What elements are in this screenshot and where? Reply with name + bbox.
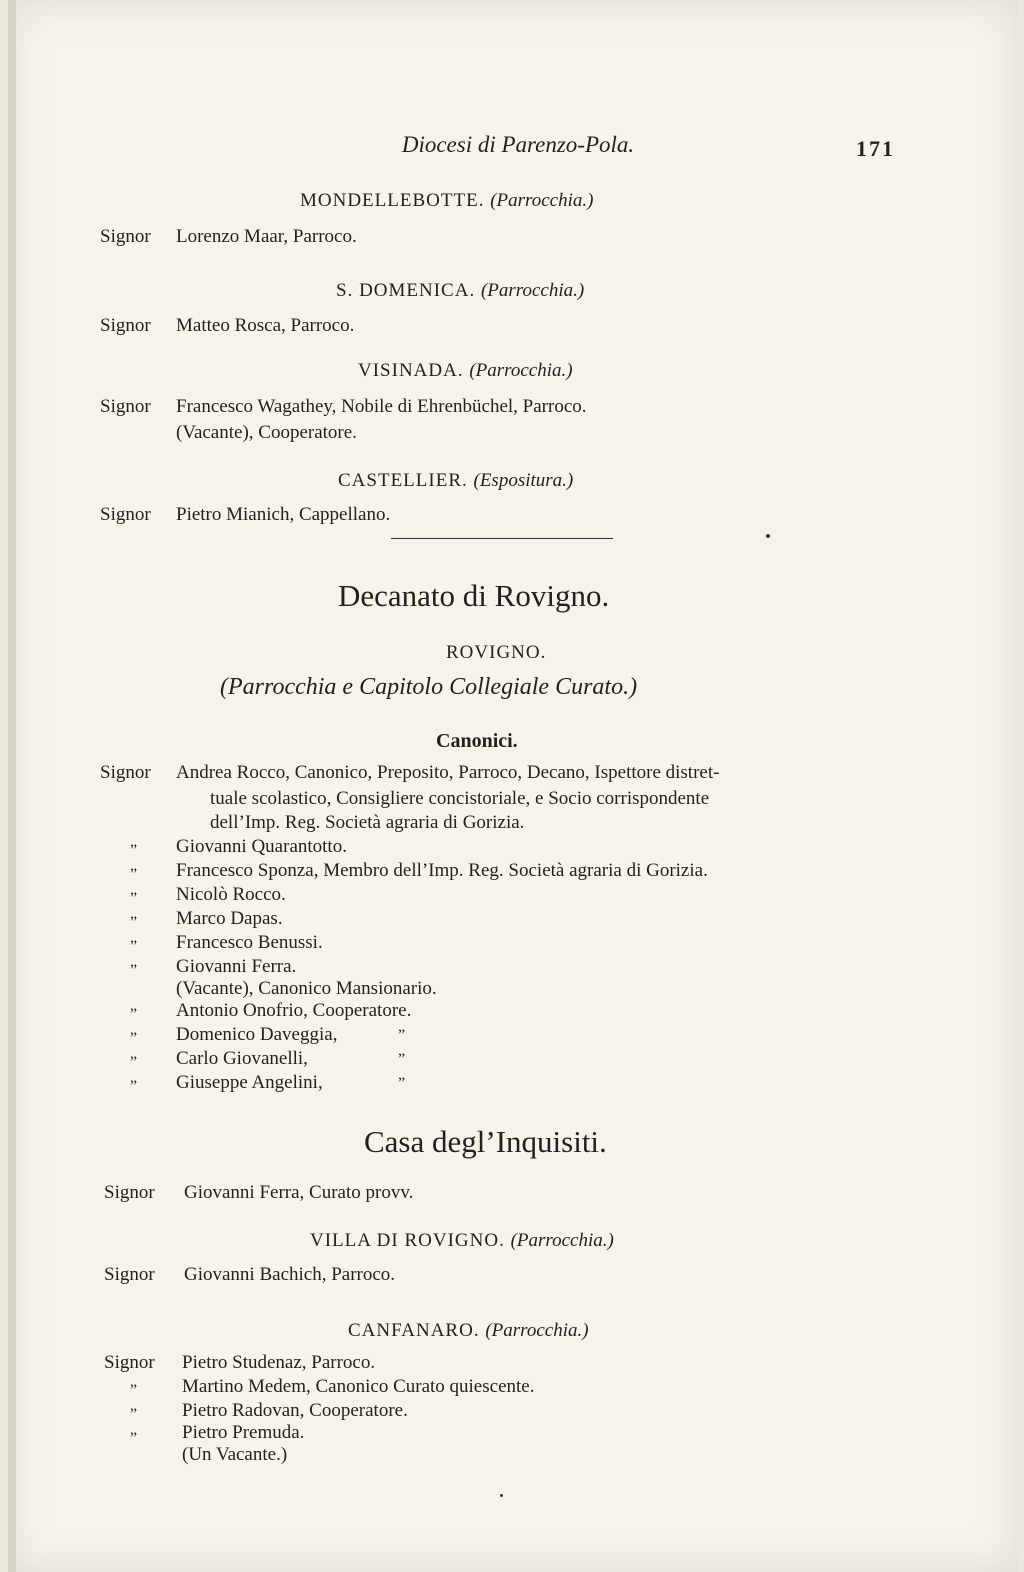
place-kind: (Parrocchia.) [510, 1230, 614, 1251]
ditto-mark: ” [130, 1430, 138, 1447]
page-number: 171 [856, 136, 895, 161]
ditto-mark: ” [398, 1075, 406, 1092]
signor-label: Signor [100, 315, 151, 336]
page-edge [8, 0, 16, 1572]
ditto-mark: ” [130, 1078, 138, 1095]
list-item: Martino Medem, Canonico Curato quiescente. [182, 1376, 535, 1397]
place-name: S. DOMENICA. [336, 280, 476, 301]
place-kind: (Parrocchia.) [469, 360, 573, 381]
entry-text: Pietro Studenaz, Parroco. [182, 1352, 376, 1373]
entry-line: tuale scolastico, Consigliere concistoriale, e Socio corrispondente [210, 788, 710, 809]
divider [391, 538, 613, 539]
book-page [8, 0, 1018, 1572]
entry-text: Francesco Wagathey, Nobile di Ehrenbüchel, Parroco. [176, 396, 587, 417]
ink-speck [766, 534, 770, 538]
list-item-text: Giuseppe Angelini, [176, 1072, 323, 1093]
entry-line [100, 762, 719, 784]
list-item: Giovanni Ferra. [176, 956, 297, 977]
ditto-mark: ” [130, 890, 138, 907]
signor-label: Signor [100, 504, 151, 525]
place-name: MONDELLEBOTTE. [300, 190, 485, 211]
list-item: Francesco Benussi. [176, 932, 323, 953]
section-heading-domenica [336, 280, 584, 302]
list-item: (Vacante), Canonico Mansionario. [176, 978, 437, 999]
ditto-mark: ” [130, 962, 138, 979]
list-item: Nicolò Rocco. [176, 884, 286, 905]
place-kind: (Parrocchia.) [480, 280, 585, 301]
entry-line [100, 226, 357, 248]
entry-line [104, 1182, 413, 1204]
entry-line [104, 1264, 395, 1286]
ditto-mark: ” [130, 914, 138, 931]
entry-line [100, 504, 390, 526]
list-item: Giovanni Quarantotto. [176, 836, 347, 857]
list-item [176, 1048, 448, 1070]
list-item [176, 1072, 448, 1094]
ditto-mark: ” [398, 1051, 406, 1068]
signor-label: Signor [100, 396, 151, 417]
section-heading-castellier [338, 470, 573, 492]
list-item: Francesco Sponza, Membro dell’Imp. Reg. Società agraria di Gorizia. [176, 860, 708, 881]
entry-line [100, 396, 587, 418]
ditto-mark: ” [130, 1030, 138, 1047]
entry-text: Giovanni Ferra, Curato provv. [184, 1182, 414, 1203]
list-item [176, 1024, 448, 1046]
ditto-mark: ” [130, 938, 138, 955]
place-name: CASTELLIER. [338, 470, 468, 491]
signor-label: Signor [104, 1352, 155, 1373]
entry-line [100, 315, 354, 337]
signor-label: Signor [104, 1264, 155, 1285]
list-item: (Un Vacante.) [182, 1444, 288, 1465]
decanato-heading: Decanato di Rovigno. [338, 578, 610, 613]
list-item-text: Carlo Giovanelli, [176, 1048, 308, 1069]
ditto-mark: ” [130, 1006, 138, 1023]
ink-speck [500, 1494, 503, 1497]
signor-label: Signor [100, 762, 151, 783]
entry-text: Giovanni Bachich, Parroco. [184, 1264, 396, 1285]
place-name: CANFANARO. [348, 1320, 480, 1341]
casa-heading: Casa degl’Inquisiti. [364, 1124, 607, 1159]
section-heading-mondellebotte [300, 190, 593, 212]
ditto-mark: ” [398, 1027, 406, 1044]
entry-text: Andrea Rocco, Canonico, Preposito, Parroco, Decano, Ispettore distret- [176, 762, 720, 783]
list-item-text: Domenico Daveggia, [176, 1024, 338, 1045]
entry-text: Pietro Mianich, Cappellano. [176, 504, 391, 525]
place-name: VILLA DI ROVIGNO. [310, 1230, 505, 1251]
place-name: VISINADA. [358, 360, 464, 381]
place-kind: (Parrocchia.) [485, 1320, 589, 1341]
section-heading-villa [310, 1230, 614, 1252]
entry-text: Lorenzo Maar, Parroco. [176, 226, 357, 247]
ditto-mark: ” [130, 866, 138, 883]
ditto-mark: ” [130, 842, 138, 859]
entry-line: (Vacante), Cooperatore. [176, 422, 357, 443]
ditto-mark: ” [130, 1054, 138, 1071]
signor-label: Signor [104, 1182, 155, 1203]
section-heading-visinada [358, 360, 573, 382]
list-item: Pietro Radovan, Cooperatore. [182, 1400, 408, 1421]
running-header: Diocesi di Parenzo-Pola. [401, 132, 635, 157]
signor-label: Signor [100, 226, 151, 247]
place-kind: (Parrocchia.) [490, 190, 594, 211]
list-item: Antonio Onofrio, Cooperatore. [176, 1000, 412, 1021]
entry-text: Matteo Rosca, Parroco. [176, 315, 355, 336]
entry-line [104, 1352, 375, 1374]
place-kind: (Espositura.) [473, 470, 574, 491]
section-heading-canfanaro [348, 1320, 589, 1342]
list-item: Marco Dapas. [176, 908, 283, 929]
list-item: Pietro Premuda. [182, 1422, 305, 1443]
rovigno-subtitle: (Parrocchia e Capitolo Collegiale Curato.) [220, 674, 638, 700]
canonici-heading: Canonici. [436, 730, 518, 752]
ditto-mark: ” [130, 1382, 138, 1399]
ditto-mark: ” [130, 1406, 138, 1423]
section-heading-rovigno: ROVIGNO. [446, 642, 547, 663]
entry-line: dell’Imp. Reg. Società agraria di Gorizia. [210, 812, 525, 833]
